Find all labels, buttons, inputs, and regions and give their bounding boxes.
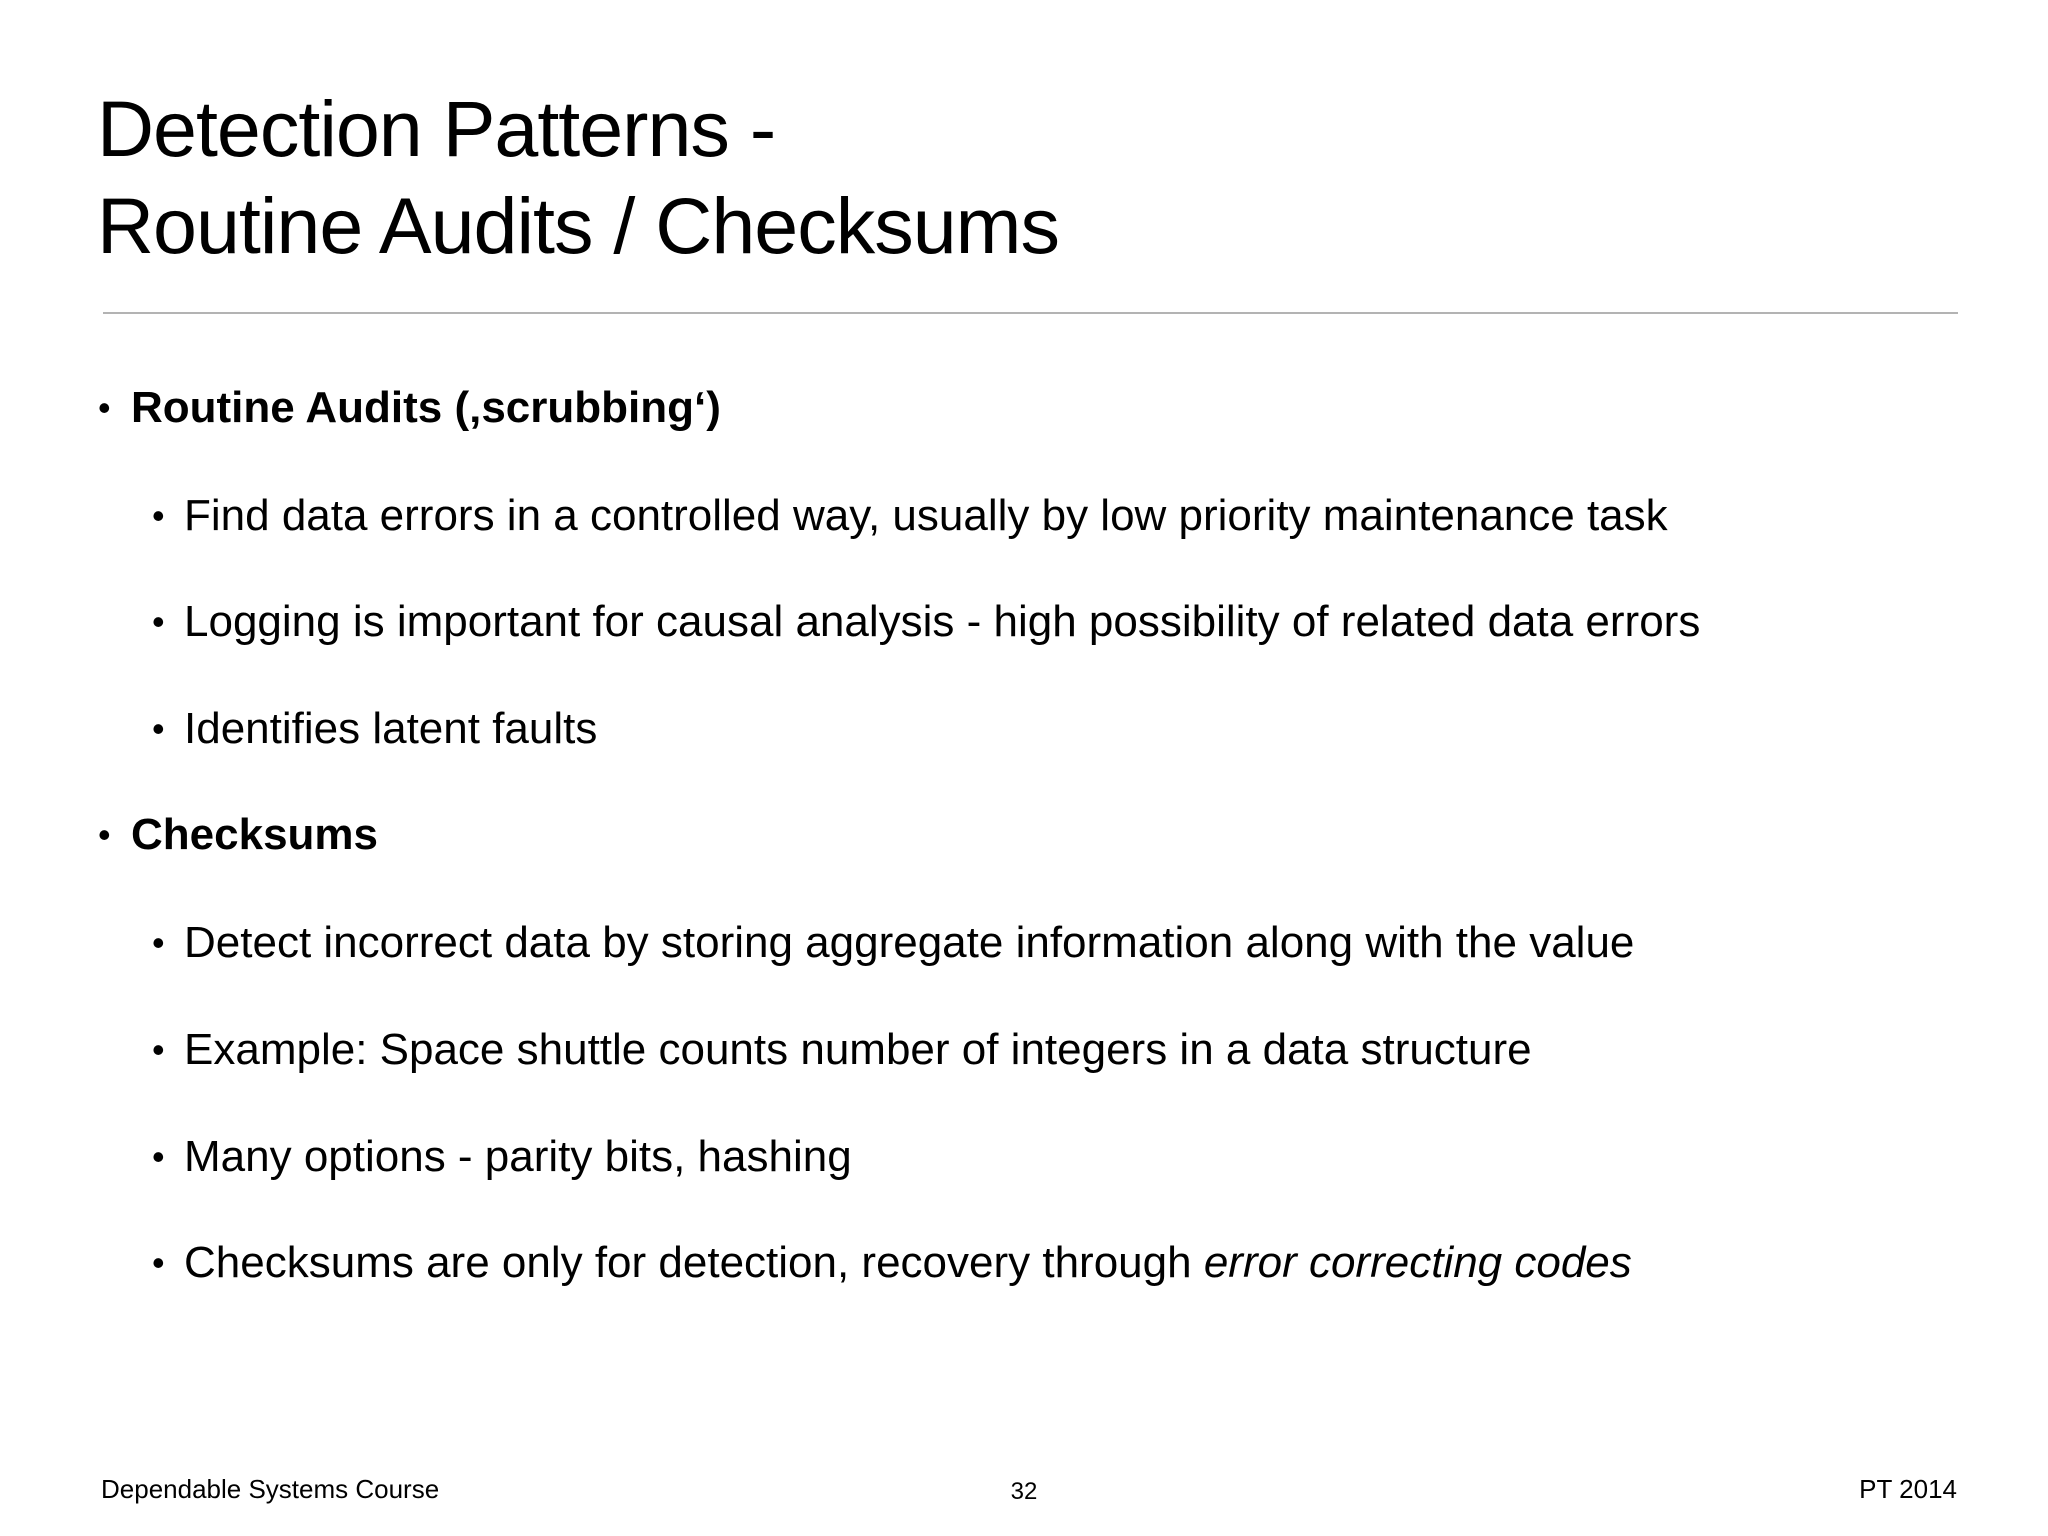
slide-title bbox=[97, 80, 1059, 274]
slide-title-line-2: Routine Audits / Checksums bbox=[97, 181, 1059, 270]
bullet-icon: • bbox=[98, 814, 111, 855]
bullet-heading: Checksums bbox=[131, 810, 379, 859]
sub-bullet-text: Find data errors in a controlled way, usually by low priority maintenance task bbox=[184, 491, 1668, 540]
footer-course: Dependable Systems Course bbox=[101, 1474, 440, 1504]
sub-bullet-text: Detect incorrect data by storing aggregate information along with the value bbox=[184, 918, 1635, 967]
bullet-icon: • bbox=[152, 922, 165, 963]
bullet-icon: • bbox=[152, 601, 165, 642]
bullet-icon: • bbox=[152, 1029, 165, 1070]
sub-bullet-text: Many options - parity bits, hashing bbox=[184, 1132, 852, 1181]
footer-term: PT 2014 bbox=[1859, 1474, 1957, 1504]
bullet-icon: • bbox=[152, 1242, 165, 1283]
bullet-icon: • bbox=[152, 1136, 165, 1177]
sub-bullet-text: Logging is important for causal analysis - high possibility of related data errors bbox=[184, 597, 1701, 646]
title-divider bbox=[103, 312, 1958, 314]
sub-bullet-plain-text: Checksums are only for detection, recovery through bbox=[184, 1238, 1204, 1287]
sub-bullet-text bbox=[184, 1238, 1632, 1287]
sub-bullet-text: Identifies latent faults bbox=[184, 704, 598, 753]
page-number: 32 bbox=[1010, 1478, 1038, 1505]
sub-bullet-emphasis: error correcting codes bbox=[1203, 1238, 1632, 1287]
bullet-icon: • bbox=[98, 387, 111, 428]
sub-bullet-text: Example: Space shuttle counts number of integers in a data structure bbox=[184, 1025, 1532, 1074]
bullet-icon: • bbox=[152, 495, 165, 536]
bullet-heading: Routine Audits (‚scrubbing‘) bbox=[131, 383, 721, 432]
bullet-icon: • bbox=[152, 708, 165, 749]
slide-title-line-1: Detection Patterns - bbox=[97, 84, 776, 173]
